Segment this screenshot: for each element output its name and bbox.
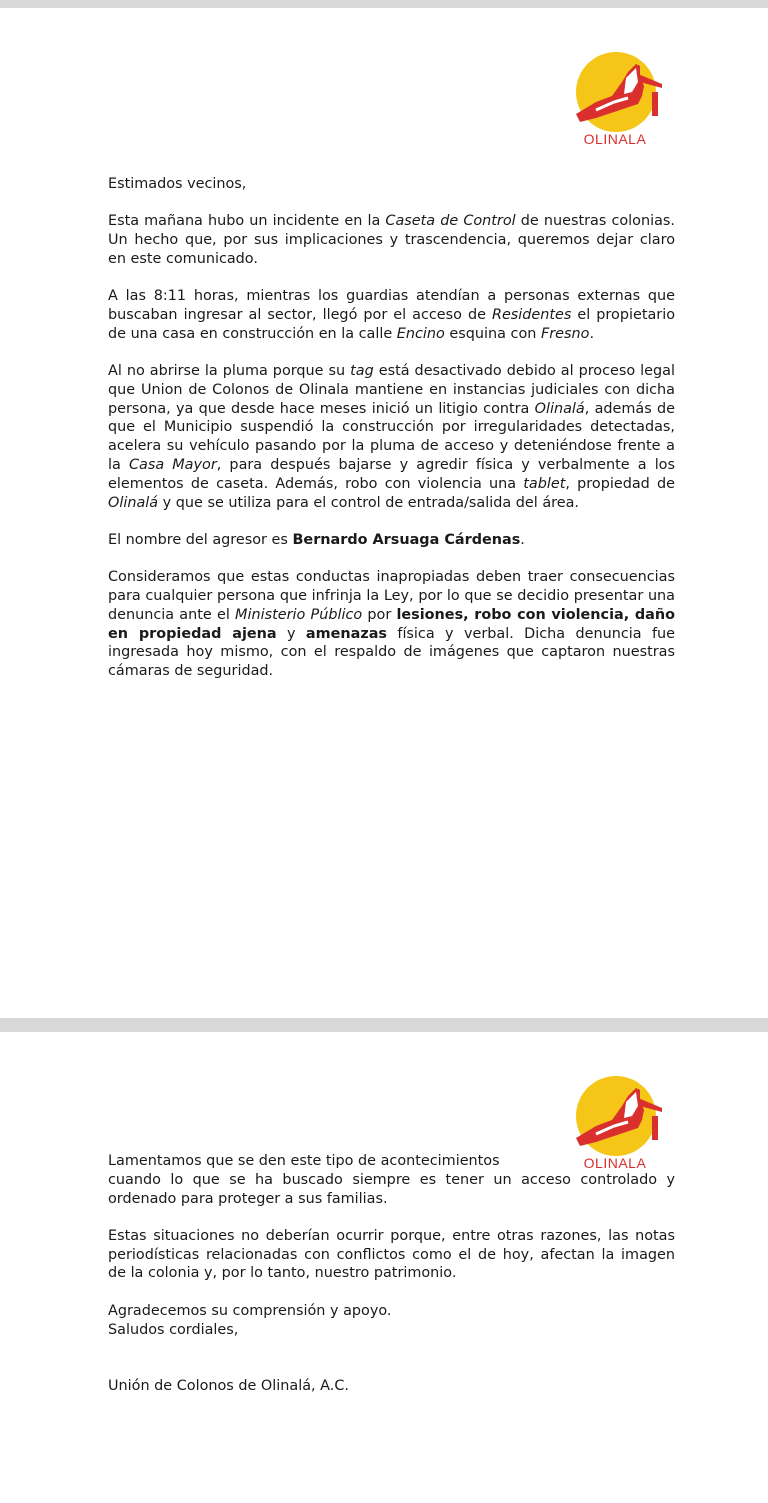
olinala-logo-icon bbox=[566, 52, 664, 132]
letter-page-2 bbox=[0, 1032, 768, 1503]
letter-body-2 bbox=[108, 1152, 675, 1415]
closing bbox=[108, 1302, 675, 1340]
paragraph-aggression: Al no abrirse la pluma porque su tag está desactivado debido al proceso legal que Union de Colonos de Olinala mantiene en instancias judiciales con dicha persona, ya que desde hace meses inició un litigio contra Olinalá, además de que el Municipio suspendió la construcción por irregularidades detectadas, acelera su vehículo pasando por la pluma de acceso y deteniéndose frente a la Casa Mayor, para después bajarse y agredir física y verbalmente a los elementos de caseta. Además, robo con violencia una tablet, propiedad de Olinalá y que se utiliza para el control de entrada/salida del área. bbox=[108, 363, 675, 511]
paragraph-incident: Esta mañana hubo un incidente en la Caseta de Control de nuestras colonias. Un hecho que, por sus implicaciones y trascendencia, queremos dejar claro en este comunicado. bbox=[108, 213, 675, 267]
thanks-line: Agradecemos su comprensión y apoyo. bbox=[108, 1302, 392, 1319]
signature: Unión de Colonos de Olinalá, A.C. bbox=[108, 1378, 349, 1395]
letter-body-1 bbox=[108, 175, 675, 700]
paragraph-complaint: Consideramos que estas conductas inapropiadas deben traer consecuencias para cualquier persona que infrinja la Ley, por lo que se decidio presentar una denuncia ante el Ministerio Público por lesiones, robo con violencia, daño en propiedad ajena y amenazas física y verbal. Dicha denuncia fue ingresada hoy mismo, con el respaldo de imágenes que captaron nuestras cámaras de seguridad. bbox=[108, 569, 675, 680]
paragraph-consequences: Estas situaciones no deberían ocurrir porque, entre otras razones, las notas periodísticas relacionadas con conflictos como el de hoy, afectan la imagen de la colonia y, por lo tanto, nuestro patrimonio. bbox=[108, 1227, 675, 1282]
olinala-logo-icon bbox=[566, 1076, 664, 1156]
paragraph-arrival: A las 8:11 horas, mientras los guardias atendían a personas externas que buscaban ingresar al sector, llegó por el acceso de Residentes el propietario de una casa en construcción en la calle Encino esquina con Fresno. bbox=[108, 288, 675, 342]
paragraph-regret: Lamentamos que se den este tipo de acontecimientos cuando lo que se ha buscado siempre es tener un acceso controlado y ordenado para proteger a sus familias. bbox=[108, 1153, 675, 1207]
paragraph-aggressor-name: El nombre del agresor es Bernardo Arsuaga Cárdenas. bbox=[108, 531, 525, 548]
letter-page-1 bbox=[0, 8, 768, 1018]
regards-line: Saludos cordiales, bbox=[108, 1321, 239, 1338]
logo-wordmark: OLINALA bbox=[583, 1155, 647, 1171]
greeting: Estimados vecinos, bbox=[108, 176, 247, 192]
logo-wordmark: OLINALA bbox=[583, 131, 647, 147]
olinala-logo bbox=[560, 52, 670, 152]
